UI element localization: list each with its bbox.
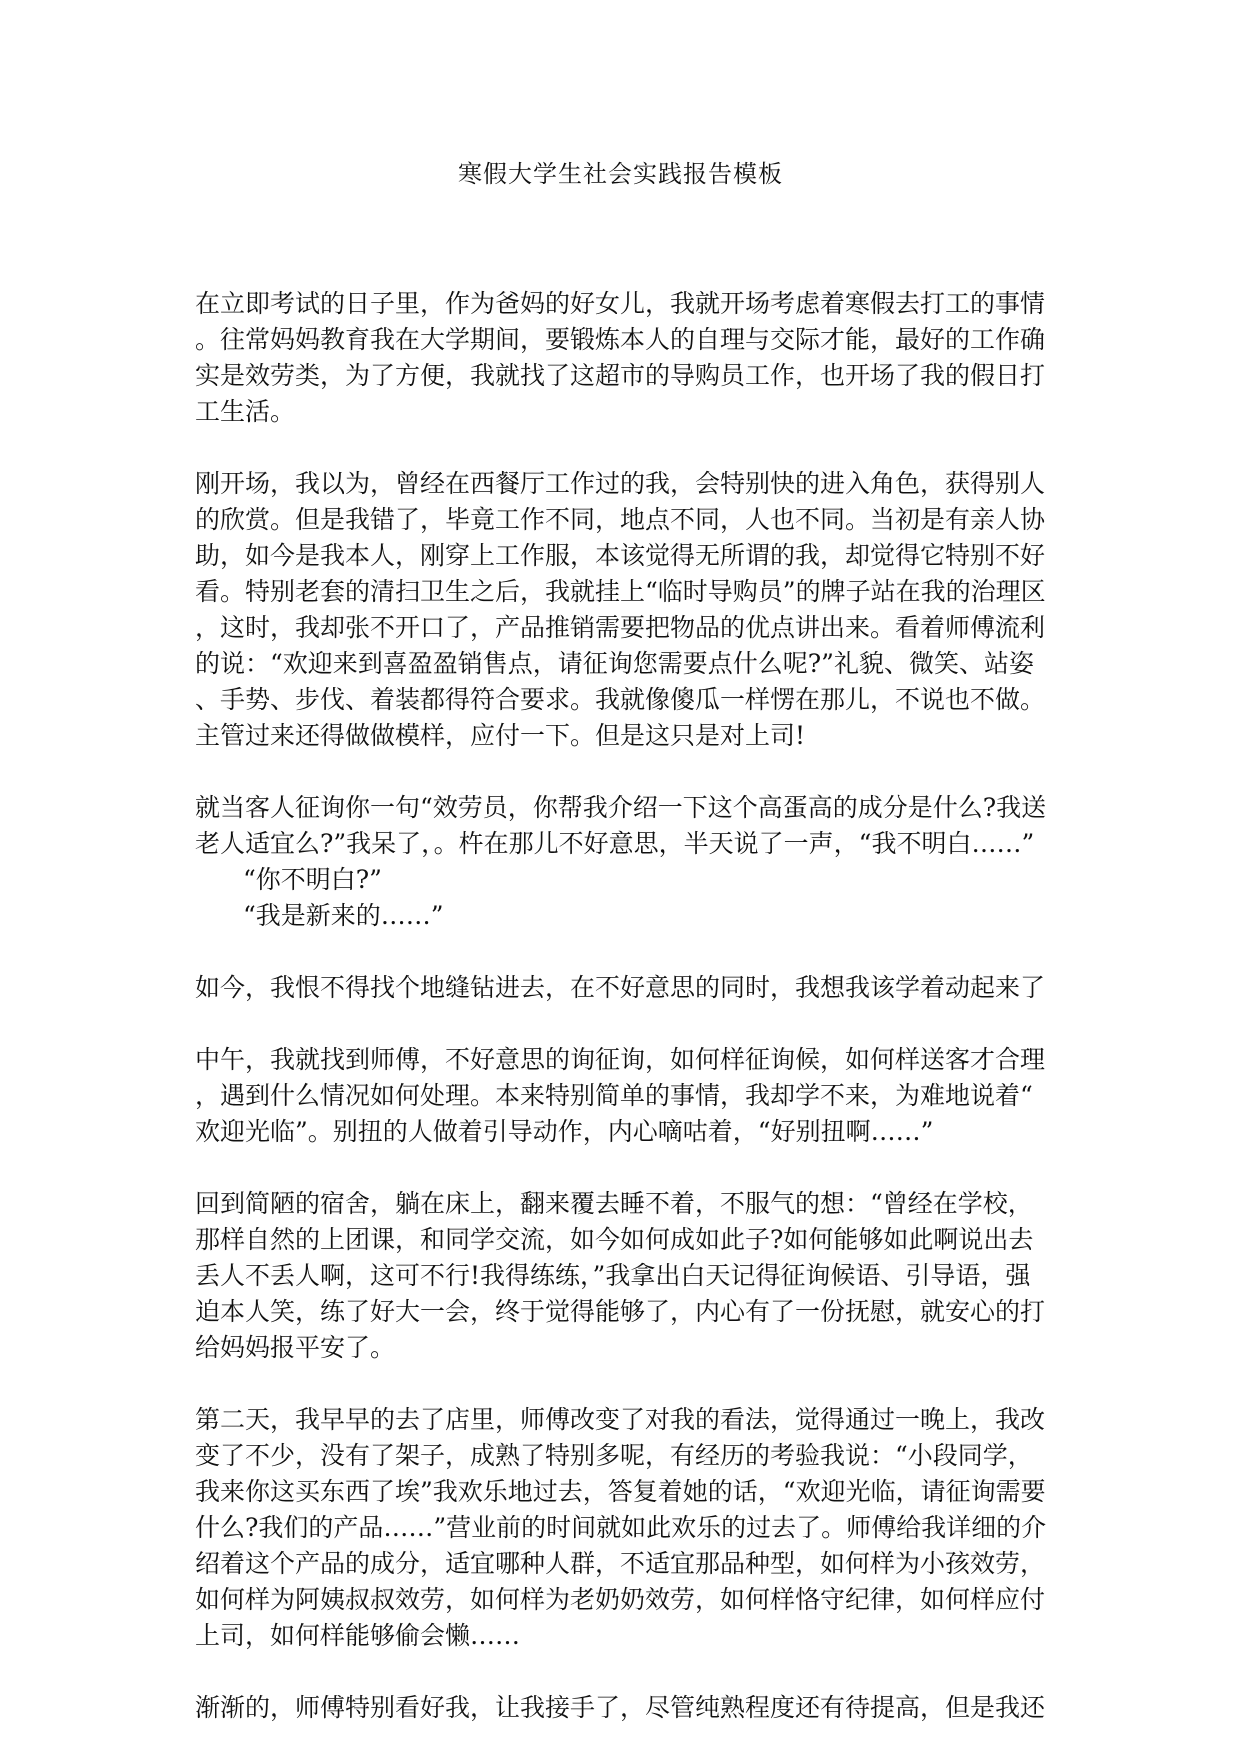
paragraph-line: 渐渐的，师傅特别看好我，让我接手了，尽管纯熟程度还有待提高，但是我还 xyxy=(195,1693,1046,1722)
paragraph-4 xyxy=(195,970,1050,1006)
paragraph-line: 上司，如何样能够偷会懒…… xyxy=(195,1621,521,1650)
paragraph-line: 的欣赏。但是我错了，毕竟工作不同，地点不同，人也不同。当初是有亲人协 xyxy=(195,505,1046,534)
paragraph-line: 工生活。 xyxy=(195,397,296,426)
paragraph-line: 变了不少，没有了架子，成熟了特别多呢，有经历的考验我说：“小段同学， xyxy=(195,1441,1033,1470)
paragraph-line: 实是效劳类，为了方便，我就找了这超市的导购员工作，也开场了我的假日打 xyxy=(195,361,1046,390)
dialogue-line: “我是新来的……” xyxy=(243,901,444,930)
paragraph-line: ，这时，我却张不开口了，产品推销需要把物品的优点讲出来。看着师傅流利 xyxy=(195,613,1046,642)
paragraph-7 xyxy=(195,1402,1050,1654)
paragraph-6 xyxy=(195,1186,1050,1366)
paragraph-line: 的说：“欢迎来到喜盈盈销售点，请征询您需要点什么呢?”礼貌、微笑、站姿 xyxy=(195,649,1034,678)
paragraph-line: ，遇到什么情况如何处理。本来特别简单的事情，我却学不来，为难地说着“ xyxy=(195,1081,1033,1110)
paragraph-line: 绍着这个产品的成分，适宜哪种人群，不适宜那品种型，如何样为小孩效劳， xyxy=(195,1549,1046,1578)
paragraph-line: 回到简陋的宿舍，躺在床上，翻来覆去睡不着，不服气的想：“曾经在学校， xyxy=(195,1189,1033,1218)
paragraph-line: 欢迎光临”。别扭的人做着引导动作，内心嘀咕着，“好别扭啊……” xyxy=(195,1117,934,1146)
paragraph-line: 就当客人征询你一句“效劳员，你帮我介绍一下这个高蛋高的成分是什么?我送 xyxy=(195,793,1047,822)
document-body xyxy=(195,286,1050,1726)
paragraph-line: 丢人不丢人啊，这可不行!我得练练，”我拿出白天记得征询候语、引导语，强 xyxy=(195,1261,1031,1290)
paragraph-line: 中午，我就找到师傅，不好意思的询征询，如何样征询候，如何样送客才合理 xyxy=(195,1045,1046,1074)
paragraph-line: 如何样为阿姨叔叔效劳，如何样为老奶奶效劳，如何样恪守纪律，如何样应付 xyxy=(195,1585,1046,1614)
document-title: 寒假大学生社会实践报告模板 xyxy=(458,160,783,188)
paragraph-8 xyxy=(195,1690,1050,1726)
paragraph-1 xyxy=(195,286,1050,430)
paragraph-line: 如今，我恨不得找个地缝钻进去，在不好意思的同时，我想我该学着动起来了 xyxy=(195,973,1046,1002)
paragraph-line: 那样自然的上团课，和同学交流，如今如何成如此子?如何能够如此啊说出去 xyxy=(195,1225,1034,1254)
paragraph-line: 助，如今是我本人，刚穿上工作服，本该觉得无所谓的我，却觉得它特别不好 xyxy=(195,541,1046,570)
paragraph-line: 什么?我们的产品……”营业前的时间就如此欢乐的过去了。师傅给我详细的介 xyxy=(195,1513,1047,1542)
paragraph-5 xyxy=(195,1042,1050,1150)
paragraph-2 xyxy=(195,466,1050,754)
paragraph-line: 老人适宜么?”我呆了，。杵在那儿不好意思，半天说了一声，“我不明白……” xyxy=(195,829,1035,858)
paragraph-line: 、手势、步伐、着装都得符合要求。我就像傻瓜一样愣在那儿，不说也不做。 xyxy=(195,685,1046,714)
paragraph-line: 迫本人笑，练了好大一会，终于觉得能够了，内心有了一份抚慰，就安心的打 xyxy=(195,1297,1046,1326)
paragraph-line: 。往常妈妈教育我在大学期间，要锻炼本人的自理与交际才能，最好的工作确 xyxy=(195,325,1046,354)
paragraph-line: 给妈妈报平安了。 xyxy=(195,1333,396,1362)
paragraph-line: 看。特别老套的清扫卫生之后，我就挂上“临时导购员”的牌子站在我的治理区 xyxy=(195,577,1046,606)
paragraph-3 xyxy=(195,790,1050,934)
paragraph-line: 刚开场，我以为，曾经在西餐厅工作过的我，会特别快的进入角色，获得别人 xyxy=(195,469,1046,498)
paragraph-line: 在立即考试的日子里，作为爸妈的好女儿，我就开场考虑着寒假去打工的事情 xyxy=(195,289,1046,318)
paragraph-line: 我来你这买东西了埃”我欢乐地过去，答复着她的话，“欢迎光临，请征询需要 xyxy=(195,1477,1046,1506)
paragraph-line: 主管过来还得做做模样，应付一下。但是这只是对上司! xyxy=(195,721,806,750)
paragraph-line: 第二天，我早早的去了店里，师傅改变了对我的看法，觉得通过一晚上，我改 xyxy=(195,1405,1046,1434)
dialogue-line: “你不明白?” xyxy=(243,865,382,894)
